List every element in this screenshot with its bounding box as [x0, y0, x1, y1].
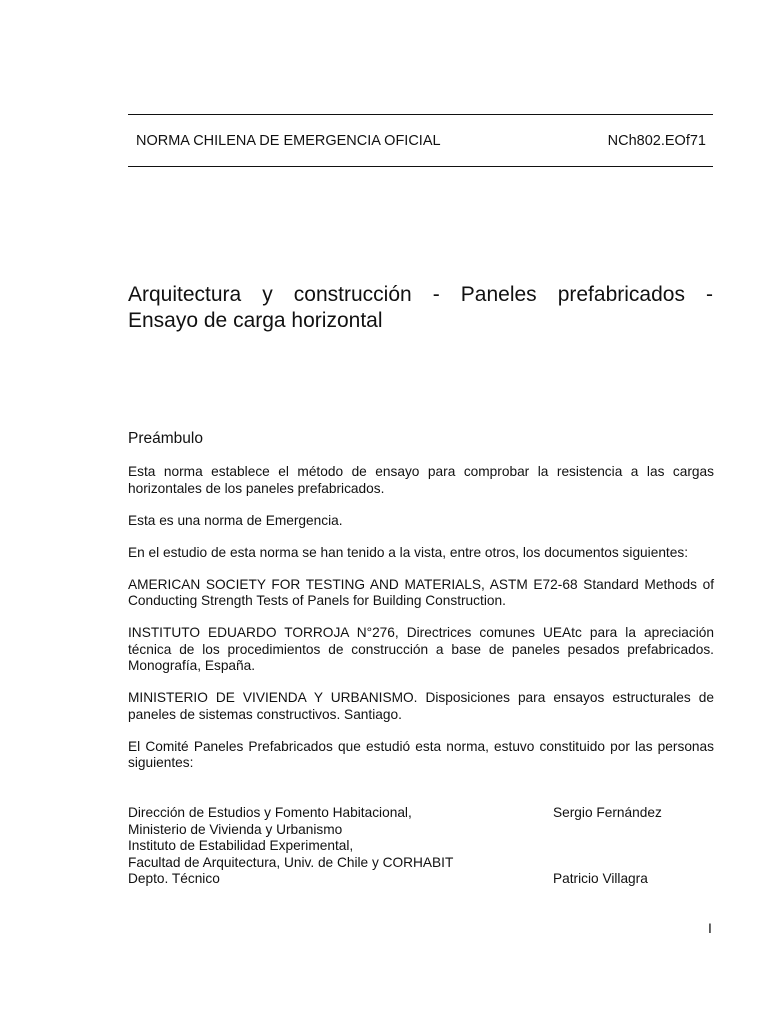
page-number: I [708, 920, 712, 936]
committee-row [128, 822, 714, 839]
committee-row [128, 855, 714, 872]
title-line-1: Arquitectura y construcción - Paneles prefabricados - [128, 283, 713, 306]
paragraph: Esta norma establece el método de ensayo para comprobar la resistencia a las cargas horizontales de los paneles prefabricados. [128, 464, 714, 496]
paragraph: El Comité Paneles Prefabricados que estudió esta norma, estuvo constituido por las personas siguientes: [128, 738, 714, 770]
committee-member: Sergio Fernández [553, 805, 662, 820]
paragraph: En el estudio de esta norma se han tenido a la vista, entre otros, los documentos siguientes: [128, 544, 688, 560]
title-line-2: Ensayo de carga horizontal [128, 309, 383, 332]
preamble-body [128, 464, 714, 787]
committee-list [128, 805, 714, 888]
committee-row [128, 805, 714, 822]
preamble-heading: Preámbulo [128, 430, 203, 447]
header-top-rule [128, 114, 713, 115]
committee-organization: Dirección de Estudios y Fomento Habitacional, [128, 805, 412, 820]
committee-member [553, 855, 714, 872]
committee-row [128, 838, 714, 855]
paragraph: INSTITUTO EDUARDO TORROJA N°276, Directrices comunes UEAtc para la apreciación técnica de los procedimientos de construcción a base de paneles pesados prefabricados. Monografía, España. [128, 625, 714, 673]
standard-code: NCh802.EOf71 [607, 133, 706, 149]
header-bottom-rule [128, 166, 713, 167]
committee-organization: Depto. Técnico [128, 871, 220, 886]
document-header [136, 133, 706, 149]
committee-organization: Ministerio de Vivienda y Urbanismo [128, 821, 343, 837]
paragraph: MINISTERIO DE VIVIENDA Y URBANISMO. Disposiciones para ensayos estructurales de paneles de sistemas constructivos. Santiago. [128, 690, 714, 722]
committee-member [553, 838, 714, 855]
committee-member: Patricio Villagra [553, 871, 648, 886]
committee-row [128, 871, 714, 888]
paragraph: AMERICAN SOCIETY FOR TESTING AND MATERIALS, ASTM E72-68 Standard Methods of Conducting Strength Tests of Panels for Building Construction. [128, 576, 714, 608]
standard-type-label: NORMA CHILENA DE EMERGENCIA OFICIAL [136, 133, 441, 149]
committee-organization: Instituto de Estabilidad Experimental, [128, 838, 354, 853]
committee-member [553, 822, 714, 839]
document-title [128, 282, 713, 334]
paragraph: Esta es una norma de Emergencia. [128, 512, 343, 528]
committee-organization: Facultad de Arquitectura, Univ. de Chile y CORHABIT [128, 854, 454, 870]
